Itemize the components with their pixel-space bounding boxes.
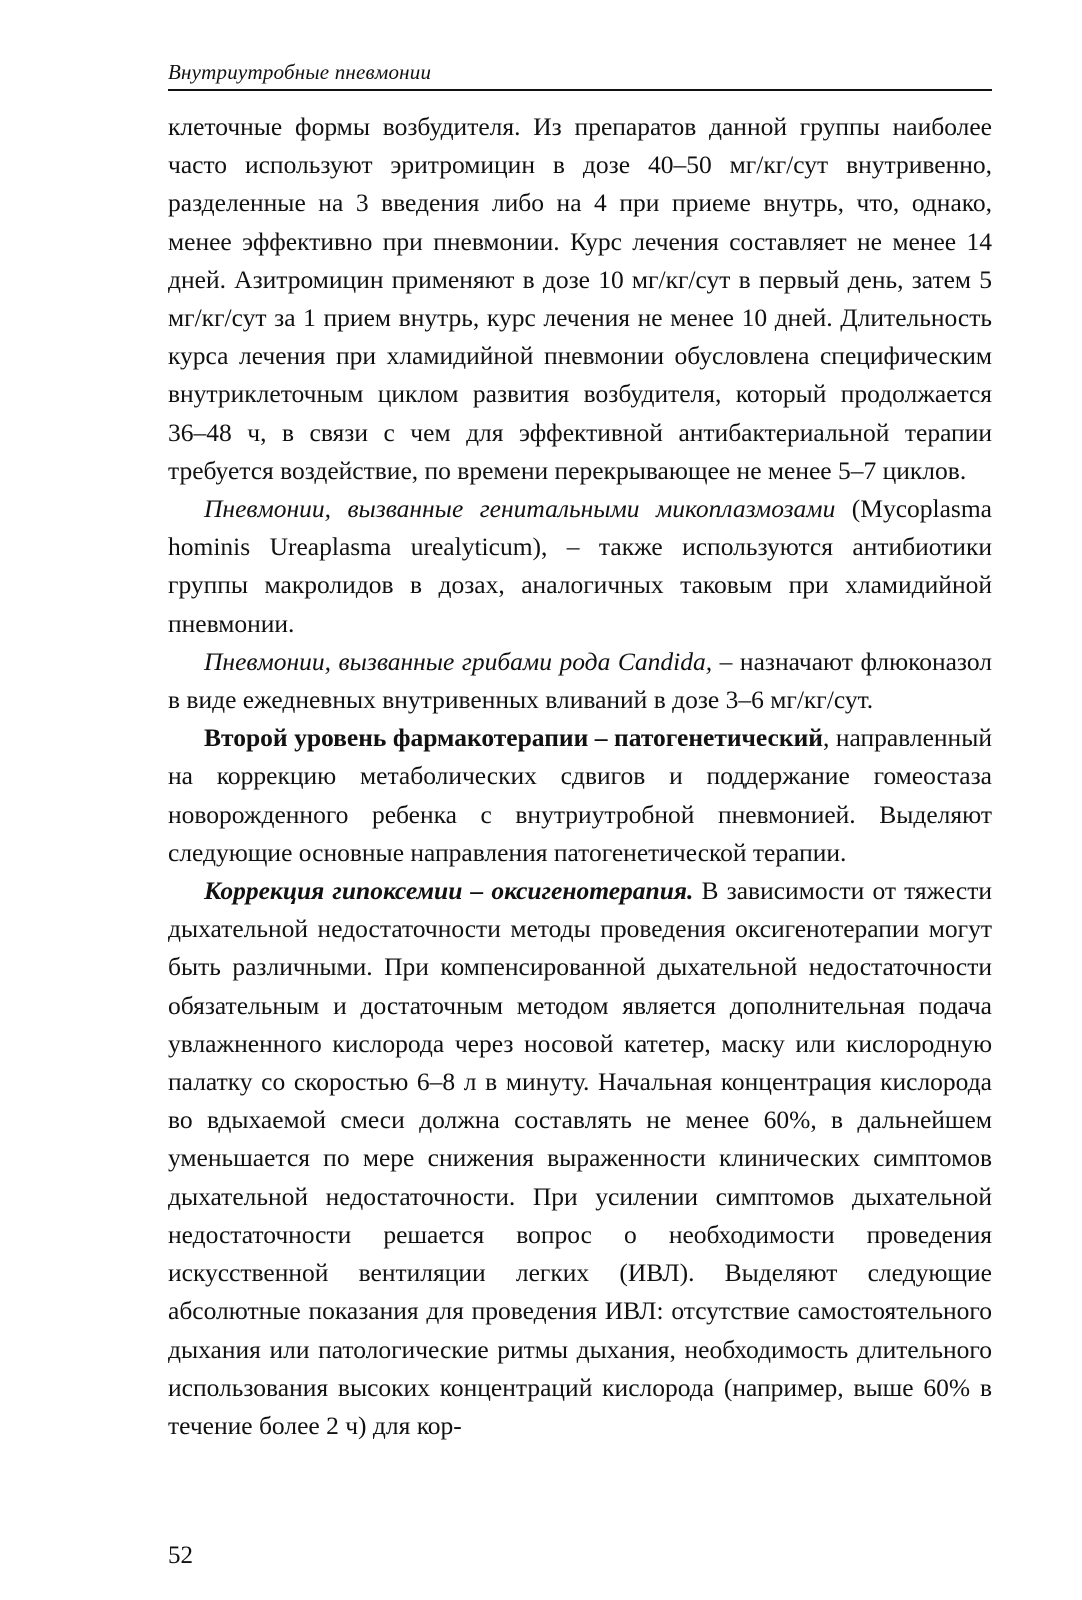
paragraph-text: , направленный на коррекцию метаболических сдвигов и поддержание гомеостаза новорожденного ребенка с внутриутробной пневмонией. Выделяют следующие основные направления патогенетической терапии. <box>168 723 992 867</box>
paragraph-second-level <box>168 719 992 872</box>
page-number: 52 <box>168 1542 193 1569</box>
paragraph-text: В зависимости от тяжести дыхательной недостаточности методы проведения оксигенотерапии могут быть различными. При компенсированной дыхательной недостаточности обязательным и достаточным методом является дополнительная подача увлажненного кислорода через носовой катетер, маску или кислородную палатку со скоростью 6–8 л в минуту. Начальная концентрация кислорода во вдыхаемой смеси должна составлять не менее 60%, в дальнейшем уменьшается по мере снижения выраженности клинических симптомов дыхательной недостаточности. При усилении симптомов дыхательной недостаточности решается вопрос о необходимости проведения искусственной вентиляции легких (ИВЛ). Выделяют следующие абсолютные показания для проведения ИВЛ: отсутствие самостоятельного дыхания или патологические ритмы дыхания, необходимость длительного использования высоких концентраций кислорода (например, выше 60% в течение более 2 ч) для кор- <box>168 876 992 1440</box>
paragraph-mycoplasma <box>168 490 992 643</box>
page-body <box>168 108 992 1445</box>
paragraph-candida <box>168 643 992 719</box>
paragraph-text: – назначают флюконазол в виде ежедневных внутривенных вливаний в дозе 3–6 мг/кг/сут. <box>168 646 992 715</box>
running-header-title: Внутриутробные пневмонии <box>168 60 432 84</box>
paragraph-lead-italic: Пневмонии, вызванные генитальными микоплазмозами <box>204 494 836 524</box>
paragraph-text: клеточные формы возбудителя. Из препаратов данной группы наиболее часто используют эритромицин в дозе 40–50 мг/кг/сут внутривенно, разделенные на 3 введения либо на 4 при приеме внутрь, что, однако, менее эффективно при пневмонии. Курс лечения составляет не менее 14 дней. Азитромицин применяют в дозе 10 мг/кг/сут в первый день, затем 5 мг/кг/сут за 1 прием внутрь, курс лечения не менее 10 дней. Длительность курса лечения при хламидийной пневмонии обусловлена специфическим внутриклеточным циклом развития возбудителя, который продолжается 36–48 ч, в связи с чем для эффективной антибактериальной терапии требуется воздействие, по времени перекрывающее не менее 5–7 циклов. <box>168 112 992 485</box>
paragraph-lead-bold: Второй уровень фармакотерапии – патогенетический <box>204 723 823 753</box>
paragraph-lead-italic: Пневмонии, вызванные грибами рода Candida, <box>204 646 713 676</box>
running-header <box>168 60 992 91</box>
paragraph-text: (Mycoplasma hominis Ureaplasma urealyticum), – также используются антибиотики группы макролидов в дозах, аналогичных таковым при хламидийной пневмонии. <box>168 494 992 638</box>
paragraph-lead-bold-italic: Коррекция гипоксемии – оксигенотерапия. <box>204 876 694 906</box>
paragraph-oxygen-therapy <box>168 872 992 1445</box>
paragraph-macrolides-continuation <box>168 108 992 490</box>
